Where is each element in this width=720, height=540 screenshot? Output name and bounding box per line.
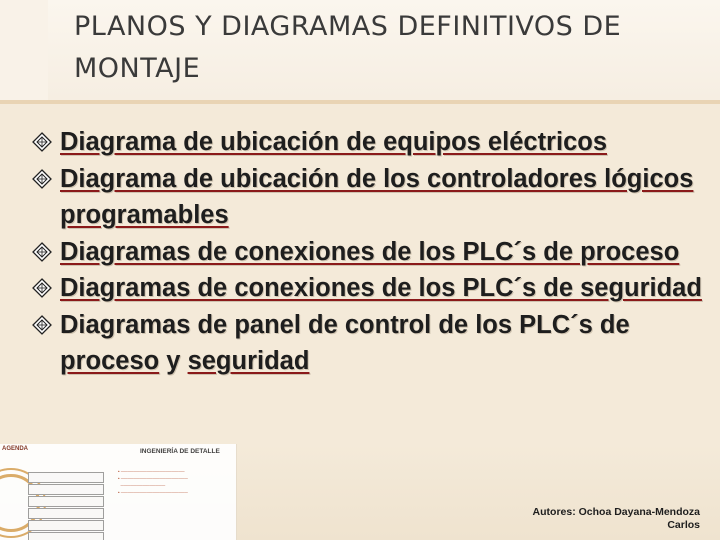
bullet-text[interactable]: Diagrama de ubicación de equipos eléctricos	[60, 128, 608, 156]
bullet-text[interactable]: Diagramas de conexiones de los PLC´s de proceso	[60, 237, 680, 266]
thumbnail-heading: INGENIERÍA DE DETALLE	[140, 448, 220, 455]
thumbnail-menu-box	[28, 508, 104, 519]
thumbnail-menu-box	[28, 472, 104, 483]
diamond-bullet-icon	[32, 169, 52, 189]
thumbnail-agenda-label: AGENDA	[2, 446, 29, 452]
authors-line-1: Autores: Ochoa Dayana-Mendoza	[532, 506, 700, 518]
thumbnail-menu-box	[28, 520, 104, 531]
bullet-text-connector: y	[159, 347, 188, 375]
thumbnail-line: • ────────────────────	[118, 469, 185, 474]
bullet-text[interactable]: Diagrama de ubicación de los controladores lógicos programables	[60, 164, 694, 229]
thumbnail-line: • ─────────────────────	[118, 476, 188, 481]
thumbnail-line: ──────────────	[118, 483, 166, 488]
bullet-item-1	[32, 124, 712, 161]
agenda-thumbnail	[0, 444, 237, 540]
authors-line-2: Carlos	[667, 519, 700, 531]
bullet-item-3	[32, 234, 712, 271]
thumbnail-menu-box	[28, 484, 104, 495]
authors-credit	[533, 506, 700, 532]
bullet-link-proceso[interactable]: proceso	[60, 347, 160, 375]
thumbnail-menu-box	[28, 496, 104, 507]
diamond-bullet-icon	[32, 278, 52, 298]
thumbnail-menu-column	[28, 472, 104, 540]
left-band	[0, 0, 48, 100]
diamond-bullet-icon	[32, 315, 52, 335]
thumbnail-menu-box	[28, 532, 104, 540]
diamond-bullet-icon	[32, 242, 52, 262]
thumbnail-line: • ─────────────────────	[118, 490, 188, 495]
bullet-text[interactable]: Diagramas de conexiones de los PLC´s de seguridad	[60, 274, 702, 302]
thumbnail-text-lines	[118, 468, 233, 496]
diamond-bullet-icon	[32, 132, 52, 152]
bullet-item-4	[32, 270, 712, 307]
bullet-link-seguridad[interactable]: seguridad	[187, 347, 310, 375]
bullet-list	[32, 124, 712, 380]
bullet-text: Diagramas de panel de control de los PLC´s de	[60, 310, 630, 339]
title-rule	[0, 100, 720, 104]
bullet-item-5	[32, 307, 712, 380]
bullet-item-2	[32, 161, 712, 234]
slide-title: PLANOS Y DIAGRAMAS DEFINITIVOS DE MONTAJE	[74, 11, 622, 84]
